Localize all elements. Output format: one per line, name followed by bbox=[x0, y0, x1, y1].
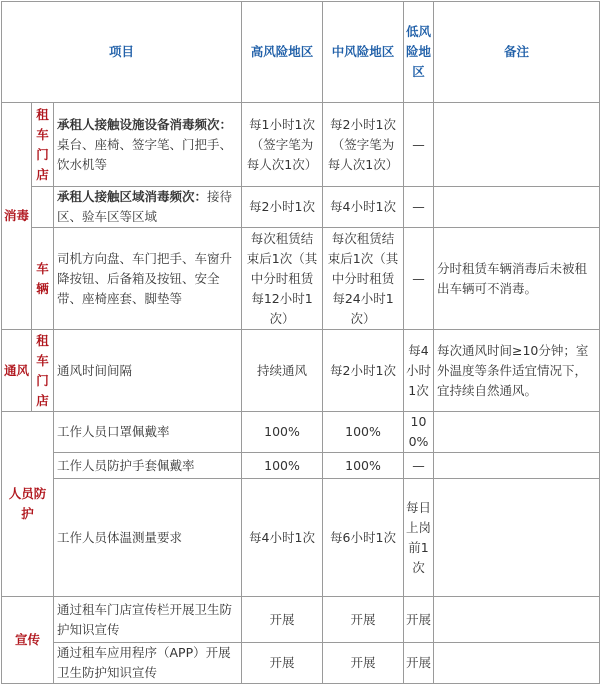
category-disinfection: 消毒 bbox=[2, 103, 32, 330]
table-row bbox=[2, 228, 600, 330]
mid-risk-cell: 每6小时1次 bbox=[323, 479, 404, 597]
item-cell: 工作人员口罩佩戴率 bbox=[54, 412, 242, 453]
mid-risk-cell: 100% bbox=[323, 453, 404, 479]
table-row bbox=[2, 597, 600, 643]
mid-risk-cell: 每次租赁结束后1次（其中分时租赁每24小时1次） bbox=[323, 228, 404, 330]
note-cell bbox=[434, 187, 600, 228]
note-cell bbox=[434, 643, 600, 684]
item-bold-text: 承租人接触设施设备消毒频次： bbox=[57, 116, 233, 132]
low-risk-cell: 100% bbox=[404, 412, 434, 453]
low-risk-cell: — bbox=[404, 103, 434, 187]
item-cell: 工作人员体温测量要求 bbox=[54, 479, 242, 597]
mid-risk-cell: 100% bbox=[323, 412, 404, 453]
category-ventilation: 通风 bbox=[2, 330, 32, 412]
category-personnel-protection: 人员防护 bbox=[2, 412, 54, 597]
note-cell bbox=[434, 479, 600, 597]
low-risk-cell: 开展 bbox=[404, 643, 434, 684]
item-bold-text: 承租人接触区域消毒频次： bbox=[57, 189, 208, 204]
item-cell bbox=[54, 103, 242, 187]
high-risk-cell: 开展 bbox=[242, 597, 323, 643]
group-rental-store: 租车门店 bbox=[32, 103, 54, 187]
note-cell bbox=[434, 103, 600, 187]
low-risk-cell: — bbox=[404, 187, 434, 228]
high-risk-cell: 持续通风 bbox=[242, 330, 323, 412]
header-note: 备注 bbox=[434, 2, 600, 103]
mid-risk-cell: 开展 bbox=[323, 643, 404, 684]
group-rental-store: 租车门店 bbox=[32, 330, 54, 412]
mid-risk-cell: 开展 bbox=[323, 597, 404, 643]
low-risk-cell: 每4小时1次 bbox=[404, 330, 434, 412]
table-row bbox=[2, 479, 600, 597]
item-text: 接待区、验车区等区域 bbox=[57, 189, 233, 224]
low-risk-cell: 开展 bbox=[404, 597, 434, 643]
table-row bbox=[2, 453, 600, 479]
item-text: 桌台、座椅、签字笔、门把手、饮水机等 bbox=[57, 136, 233, 172]
item-cell bbox=[54, 187, 242, 228]
note-cell bbox=[434, 412, 600, 453]
high-risk-cell: 100% bbox=[242, 412, 323, 453]
category-publicity: 宣传 bbox=[2, 597, 54, 684]
header-item: 项目 bbox=[2, 2, 242, 103]
item-cell: 工作人员防护手套佩戴率 bbox=[54, 453, 242, 479]
low-risk-cell: — bbox=[404, 453, 434, 479]
low-risk-cell: 每日上岗前1次 bbox=[404, 479, 434, 597]
table-row bbox=[2, 103, 600, 187]
item-cell: 司机方向盘、车门把手、车窗升降按钮、后备箱及按钮、安全带、座椅座套、脚垫等 bbox=[54, 228, 242, 330]
header-high-risk: 高风险地区 bbox=[242, 2, 323, 103]
item-cell: 通过租车应用程序（APP）开展卫生防护知识宣传 bbox=[54, 643, 242, 684]
high-risk-cell: 开展 bbox=[242, 643, 323, 684]
group-vehicle: 车辆 bbox=[32, 228, 54, 330]
header-low-risk: 低风险地区 bbox=[404, 2, 434, 103]
note-cell: 每次通风时间≥10分钟；室外温度等条件适宜情况下，宜持续自然通风。 bbox=[434, 330, 600, 412]
item-cell: 通风时间间隔 bbox=[54, 330, 242, 412]
low-risk-cell: — bbox=[404, 228, 434, 330]
item-cell: 通过租车门店宣传栏开展卫生防护知识宣传 bbox=[54, 597, 242, 643]
mid-risk-cell: 每2小时1次（签字笔为每人次1次） bbox=[323, 103, 404, 187]
high-risk-cell: 每4小时1次 bbox=[242, 479, 323, 597]
note-cell bbox=[434, 453, 600, 479]
table-row bbox=[2, 330, 600, 412]
measures-table bbox=[1, 1, 600, 684]
high-risk-cell: 每2小时1次 bbox=[242, 187, 323, 228]
group-empty-cell bbox=[32, 187, 54, 228]
header-row bbox=[2, 2, 600, 103]
table-row bbox=[2, 412, 600, 453]
note-cell: 分时租赁车辆消毒后未被租出车辆可不消毒。 bbox=[434, 228, 600, 330]
high-risk-cell: 每次租赁结束后1次（其中分时租赁每12小时1次） bbox=[242, 228, 323, 330]
table-row bbox=[2, 187, 600, 228]
mid-risk-cell: 每4小时1次 bbox=[323, 187, 404, 228]
high-risk-cell: 每1小时1次（签字笔为每人次1次） bbox=[242, 103, 323, 187]
mid-risk-cell: 每2小时1次 bbox=[323, 330, 404, 412]
high-risk-cell: 100% bbox=[242, 453, 323, 479]
header-mid-risk: 中风险地区 bbox=[323, 2, 404, 103]
note-cell bbox=[434, 597, 600, 643]
table-row bbox=[2, 643, 600, 684]
